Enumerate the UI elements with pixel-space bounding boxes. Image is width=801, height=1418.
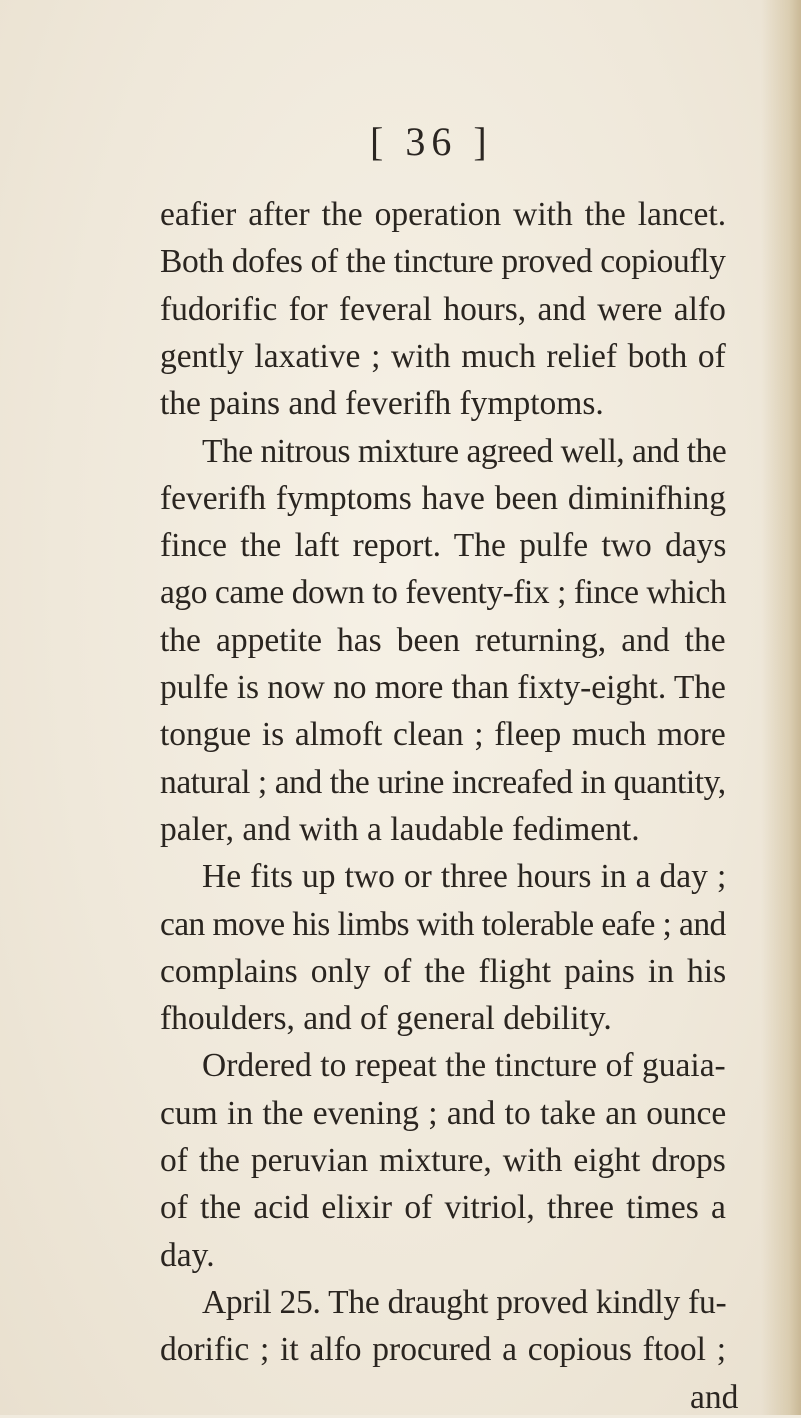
page-number: [ 36 ]	[370, 119, 493, 164]
text-line: and	[690, 1378, 739, 1416]
text-line: fudorific for feveral hours, and were alfo	[160, 290, 726, 328]
text-line: eafier after the operation with the lancet.	[160, 196, 727, 233]
text-line: can move his limbs with tolerable eafe ; and	[160, 905, 726, 943]
text-line: tongue is almoft clean ; fleep much more	[160, 716, 726, 754]
text-line: the appetite has been returning, and the	[160, 621, 726, 659]
text-line: complains only of the flight pains in his	[160, 952, 727, 990]
text-line: pulfe is now no more than fixty-eight. The	[160, 669, 726, 706]
text-line: fhoulders, and of general debility.	[160, 1000, 612, 1038]
text-line: April 25. The draught proved kindly fu-	[202, 1283, 727, 1321]
text-line: He fits up two or three hours in a day ;	[202, 858, 727, 896]
text-line: natural ; and the urine increafed in quantity,	[160, 763, 726, 801]
text-line: Both dofes of the tincture proved copioufly	[160, 243, 726, 281]
text-line: The nitrous mixture agreed well, and the	[202, 432, 727, 470]
text-line: Ordered to repeat the tincture of guaia-	[202, 1047, 726, 1085]
text-line: feverifh fymptoms have been diminifhing	[160, 479, 727, 517]
text-line: dorific ; it alfo procured a copious ftool ;	[160, 1331, 727, 1369]
text-line: fince the laft report. The pulfe two days	[160, 527, 727, 565]
text-line: cum in the evening ; and to take an ounce	[160, 1094, 727, 1132]
text-line: the pains and feverifh fymptoms.	[160, 385, 604, 423]
text-line: gently laxative ; with much relief both of	[160, 337, 726, 375]
text-line: of the peruvian mixture, with eight drops	[160, 1142, 726, 1179]
text-line: paler, and with a laudable fediment.	[160, 810, 640, 848]
text-line: ago came down to feventy-fix ; fince which	[160, 574, 727, 612]
text-line: of the acid elixir of vitriol, three times a	[160, 1189, 726, 1227]
text-line: day.	[160, 1236, 215, 1274]
